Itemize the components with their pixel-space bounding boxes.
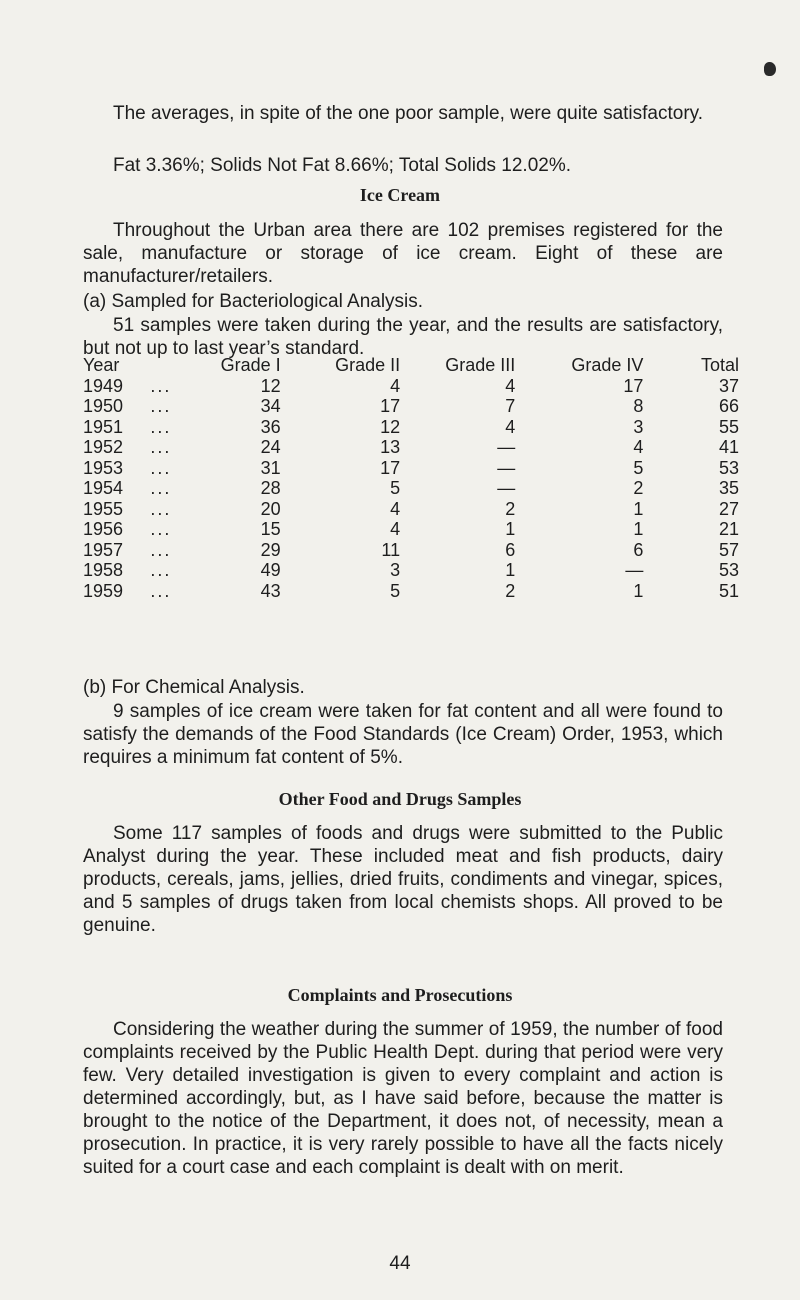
cell-year: 1953 — [83, 457, 124, 478]
table-row — [83, 417, 739, 438]
cell-year: 1952 — [83, 437, 124, 457]
header-grade-4: Grade IV — [571, 355, 644, 375]
cell-total: 53 — [718, 457, 739, 478]
leader-dots: ... — [150, 580, 172, 601]
cell-g4: 17 — [623, 375, 644, 396]
ink-blot — [764, 62, 776, 76]
cell-g2: 12 — [380, 416, 401, 437]
cell-total: 66 — [718, 396, 739, 416]
cell-g3: 1 — [505, 560, 516, 580]
header-year: Year — [83, 355, 120, 375]
cell-g1: 15 — [260, 519, 281, 539]
cell-g2: 17 — [380, 457, 401, 478]
table-row — [83, 499, 739, 520]
cell-g3: 4 — [505, 416, 516, 437]
leader-dots: ... — [150, 478, 172, 498]
table-row — [83, 560, 739, 581]
cell-g3: — — [497, 478, 516, 498]
cell-g4: — — [625, 560, 644, 580]
header-grade-3: Grade III — [445, 355, 516, 375]
cell-total: 35 — [718, 478, 739, 498]
cell-g3: 6 — [505, 539, 516, 560]
cell-year: 1951 — [83, 416, 124, 437]
cell-total: 57 — [718, 539, 739, 560]
cell-g2: 5 — [390, 580, 401, 601]
leader-dots: ... — [150, 437, 172, 457]
table-row — [83, 458, 739, 479]
grades-table — [83, 355, 739, 601]
cell-year: 1958 — [83, 560, 124, 580]
cell-year: 1949 — [83, 375, 124, 396]
cell-total: 41 — [718, 437, 739, 457]
cell-g2: 13 — [380, 437, 401, 457]
table-row — [83, 519, 739, 540]
leader-dots: ... — [150, 498, 172, 519]
cell-g2: 4 — [390, 519, 401, 539]
bacteriological-paragraph: 51 samples were taken during the year, and the results are satisfactory, but not up to last year’s standard. — [83, 315, 723, 359]
table-row — [83, 540, 739, 561]
table-row — [83, 437, 739, 458]
header-total: Total — [700, 355, 739, 375]
page-number: 44 — [389, 1253, 411, 1274]
cell-g4: 3 — [633, 416, 644, 437]
cell-g2: 17 — [380, 396, 401, 416]
cell-g3: 2 — [505, 580, 516, 601]
leader-dots: ... — [150, 375, 172, 396]
cell-g3: 1 — [505, 519, 516, 539]
other-food-heading: Other Food and Drugs Samples — [278, 789, 522, 809]
leader-dots: ... — [150, 519, 172, 539]
cell-g1: 31 — [260, 457, 281, 478]
cell-total: 37 — [718, 375, 739, 396]
cell-g4: 4 — [633, 437, 644, 457]
cell-g4: 2 — [633, 478, 644, 498]
cell-g1: 20 — [260, 498, 281, 519]
cell-g3: 4 — [505, 375, 516, 396]
cell-g1: 28 — [260, 478, 281, 498]
cell-g3: — — [497, 457, 516, 478]
cell-year: 1959 — [83, 580, 124, 601]
cell-g1: 49 — [260, 560, 281, 580]
cell-g2: 4 — [390, 498, 401, 519]
cell-g4: 8 — [633, 396, 644, 416]
ice-cream-premises-paragraph: Throughout the Urban area there are 102 premises registered for the sale, manufacture or storage of ice cream. Eight of these are manufacturer/retailers. — [83, 220, 723, 287]
table-row — [83, 396, 739, 417]
milk-averages-line: Fat 3.36%; Solids Not Fat 8.66%; Total Solids 12.02%. — [113, 155, 572, 176]
cell-g2: 4 — [390, 375, 401, 396]
other-food-paragraph: Some 117 samples of foods and drugs were submitted to the Public Analyst during the year. These included meat and fish products, dairy products, cereals, jams, jellies, dried fruits, condiments and vinegar, spices, and 5 samples of drugs taken from local chemists shops. All proved to be genuine. — [83, 823, 723, 936]
cell-g4: 6 — [633, 539, 644, 560]
cell-g1: 43 — [260, 580, 281, 601]
header-grade-2: Grade II — [335, 355, 401, 375]
cell-year: 1955 — [83, 498, 124, 519]
cell-total: 53 — [718, 560, 739, 580]
bacteriological-subheading: (a) Sampled for Bacteriological Analysis. — [83, 291, 424, 312]
cell-total: 55 — [718, 416, 739, 437]
table-row — [83, 376, 739, 397]
cell-g2: 3 — [390, 560, 401, 580]
cell-g1: 24 — [260, 437, 281, 457]
header-grade-1: Grade I — [220, 355, 281, 375]
complaints-heading: Complaints and Prosecutions — [287, 985, 513, 1005]
cell-g1: 36 — [260, 416, 281, 437]
cell-year: 1954 — [83, 478, 124, 498]
cell-g4: 1 — [633, 519, 644, 539]
cell-total: 27 — [718, 498, 739, 519]
cell-year: 1957 — [83, 539, 124, 560]
cell-year: 1950 — [83, 396, 124, 416]
cell-g4: 5 — [633, 457, 644, 478]
cell-g3: — — [497, 437, 516, 457]
ice-cream-heading: Ice Cream — [359, 185, 441, 205]
cell-g1: 34 — [260, 396, 281, 416]
cell-g1: 29 — [260, 539, 281, 560]
leader-dots: ... — [150, 396, 172, 416]
complaints-paragraph: Considering the weather during the summer of 1959, the number of food complaints received by the Public Health Dept. during that period were very few. Very detailed investigation is given to every complaint and action is determined accordingly, but, as I have said before, because the matter is brought to the notice of the Department, it does not, of necessity, mean a prosecution. In practice, it is very rarely possible to have all the facts nicely suited for a court case and each complaint is dealt with on merit. — [83, 1019, 723, 1178]
cell-g2: 5 — [390, 478, 401, 498]
chemical-paragraph: 9 samples of ice cream were taken for fat content and all were found to satisfy the demands of the Food Standards (Ice Cream) Order, 1953, which requires a minimum fat content of 5%. — [83, 701, 723, 768]
cell-g3: 7 — [505, 396, 516, 416]
leader-dots: ... — [150, 457, 172, 478]
leader-dots: ... — [150, 560, 172, 580]
cell-g4: 1 — [633, 580, 644, 601]
cell-total: 21 — [718, 519, 739, 539]
cell-g4: 1 — [633, 498, 644, 519]
leader-dots: ... — [150, 539, 172, 560]
chemical-subheading: (b) For Chemical Analysis. — [83, 677, 305, 698]
cell-year: 1956 — [83, 519, 124, 539]
leader-dots: ... — [150, 416, 172, 437]
cell-g3: 2 — [505, 498, 516, 519]
table-header-row — [83, 355, 739, 376]
table-row — [83, 581, 739, 602]
table-row — [83, 478, 739, 499]
cell-g1: 12 — [260, 375, 281, 396]
cell-g2: 11 — [381, 539, 401, 560]
intro-paragraph: The averages, in spite of the one poor sample, were quite satisfactory. — [113, 103, 704, 124]
cell-total: 51 — [718, 580, 739, 601]
